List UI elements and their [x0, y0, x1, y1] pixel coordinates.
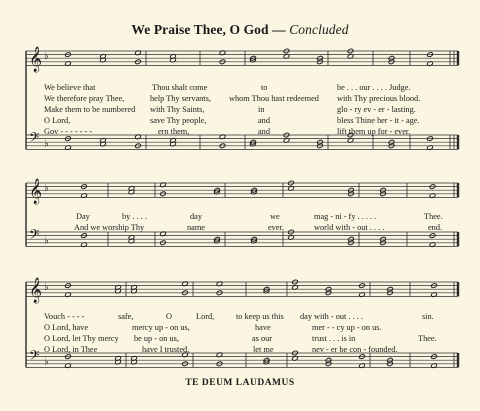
- treble-clef-icon: 𝄞: [29, 278, 43, 304]
- lyric-s1-r2-c2: help Thy servants,: [150, 94, 211, 103]
- lyric-s3-r2-c2: mercy up - on us,: [132, 323, 190, 332]
- lyric-s1-r5-c1: Gov - - - - - - -: [44, 127, 93, 136]
- lyric-s2-r1-c5: mag - ni - fy . . . . .: [314, 212, 377, 221]
- lyric-s1-r1-c3: to: [261, 83, 268, 92]
- lyric-s3-r1-c6: day with - out . . . .: [300, 312, 363, 321]
- lyric-s2-r1-c6: Thee.: [424, 212, 443, 221]
- flat-sign-icon: ♭: [44, 281, 49, 293]
- title-main: We Praise Thee, O God: [131, 22, 269, 37]
- title-subtitle: Concluded: [289, 22, 349, 37]
- flat-sign-icon: ♭: [44, 182, 49, 194]
- lyric-s3-r1-c3: O: [166, 312, 172, 321]
- bass-clef-icon: 𝄢: [29, 226, 40, 246]
- lyric-s3-r2-c4: mer - - cy up - on us.: [312, 323, 382, 332]
- lyric-s1-r5-c2: ern them,: [158, 127, 190, 136]
- lyric-s1-r2-c1: We therefore pray Thee,: [44, 94, 125, 103]
- flat-sign-icon: ♭: [44, 50, 49, 62]
- lyric-s2-r1-c2: by . . . .: [122, 212, 147, 221]
- lyric-s3-r1-c2: safe,: [118, 312, 134, 321]
- lyric-s3-r3-c3: as our: [252, 334, 273, 343]
- lyric-s1-r3-c2: with Thy Saints,: [150, 105, 205, 114]
- lyric-s2-r1-c3: day: [190, 212, 202, 221]
- lyric-s2-r2-c2: name: [187, 223, 205, 232]
- lyric-s2-r1-c4: we: [270, 212, 280, 221]
- lyric-s1-r1-c2: Thou shalt come: [152, 83, 208, 92]
- lyric-s3-r4-c2: have I trusted,: [142, 345, 190, 354]
- lyric-s3-r3-c2: be up - on us,: [134, 334, 179, 343]
- lyric-s3-r1-c4: Lord,: [196, 312, 215, 321]
- bass-clef-icon: 𝄢: [29, 129, 40, 149]
- lyric-s1-r1-c4: be . . . our . . . . Judge.: [337, 83, 411, 92]
- lyric-s2-r2-c1: And we worship Thy: [74, 223, 145, 232]
- lyric-s2-r2-c3: ever,: [268, 223, 285, 232]
- lyric-s3-r3-c5: Thee.: [418, 334, 437, 343]
- lyric-s3-r1-c7: sin.: [422, 312, 434, 321]
- lyric-s3-r4-c4: nev - er be con - founded.: [312, 345, 398, 354]
- lyric-s3-r1-c5: to keep us this: [236, 312, 284, 321]
- title-separator: —: [272, 22, 286, 37]
- flat-sign-icon: ♭: [44, 235, 49, 247]
- lyric-s1-r4-c3: and: [258, 116, 270, 125]
- flat-sign-icon: ♭: [44, 356, 49, 368]
- lyric-s1-r4-c2: save Thy people,: [150, 116, 207, 125]
- lyric-s2-r2-c4: world with - out . . . .: [314, 223, 385, 232]
- lyric-s3-r4-c3: let me: [253, 345, 274, 354]
- lyric-s1-r3-c3: in: [258, 105, 265, 114]
- bass-clef-icon: 𝄢: [29, 347, 40, 367]
- treble-clef-icon: 𝄞: [29, 179, 43, 205]
- lyric-s3-r1-c1: Vouch - - - -: [44, 312, 85, 321]
- footer-caption: TE DEUM LAUDAMUS: [185, 378, 295, 388]
- lyric-s3-r4-c1: O Lord, in Thee: [44, 345, 98, 354]
- lyric-s1-r2-c3: whom Thou hast redeemed: [229, 94, 319, 103]
- lyric-s3-r3-c1: O Lord, let Thy mercy: [44, 334, 119, 343]
- lyric-s1-r3-c1: Make them to be numbered: [44, 105, 136, 114]
- lyric-s2-r2-c5: end.: [428, 223, 443, 232]
- lyric-s1-r2-c4: with Thy precious blood.: [337, 94, 421, 103]
- lyric-s3-r3-c4: trust . . . is in: [312, 334, 356, 343]
- lyric-s1-r3-c4: glo - ry ev - er - lasting.: [337, 105, 416, 114]
- treble-clef-icon: 𝄞: [29, 47, 43, 73]
- lyric-s3-r2-c3: have: [255, 323, 271, 332]
- lyric-s1-r1-c1: We believe that: [44, 83, 96, 92]
- lyric-s1-r4-c4: bless Thine her - it - age.: [337, 116, 420, 125]
- lyric-s1-r5-c4: lift them up for - ever.: [337, 127, 411, 136]
- lyric-s3-r2-c1: O Lord, have: [44, 323, 89, 332]
- lyric-s2-r1-c1: Day: [76, 212, 90, 221]
- lyric-s1-r5-c3: and: [258, 127, 270, 136]
- flat-sign-icon: ♭: [44, 138, 49, 150]
- lyric-s1-r4-c1: O Lord,: [44, 116, 71, 125]
